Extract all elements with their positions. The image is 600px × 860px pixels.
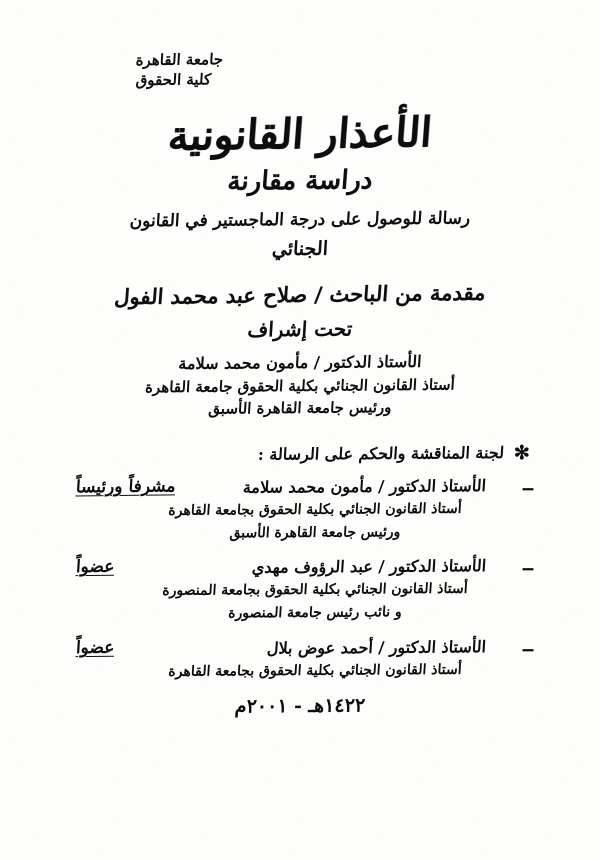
member-name: الأستاذ الدكتور / أحمد عوض بلال [266,636,487,658]
list-bullet-dash: ــ [523,555,533,576]
member-detail: أستاذ القانون الجنائي بكلية الحقوق بجامعة القاهرة [167,500,463,519]
affiliation-block [64,46,536,90]
list-bullet-dash: ــ [523,635,533,656]
supervisor-name: الأستاذ الدكتور / مأمون محمد سلامة [177,351,423,373]
member-role: عضواً [75,637,116,658]
supervisor-detail-2: ورئيس جامعة القاهرة الأسبق [207,398,393,418]
member-role: عضواً [75,556,116,578]
member-detail: أستاذ القانون الجنائي بكلية الحقوق بجامعة القاهرة [167,661,463,680]
committee-heading: لجنة المناقشة والحكم على الرسالة : [257,442,505,464]
member-detail: أستاذ القانون الجنائي بكلية الحقوق بجامعة المنصورة [161,580,469,600]
committee-heading-row [64,441,536,464]
supervision-heading: تحت إشراف [246,316,354,342]
title-block [64,107,536,260]
member-name: الأستاذ الدكتور / مأمون محمد سلامة [242,475,487,497]
supervisor-detail-1: أستاذ القانون الجنائي بكلية الحقوق جامعة القاهرة [144,375,456,396]
member-name: الأستاذ الدكتور / عبد الرؤوف مهدي [251,556,487,577]
member-detail: ورئيس جامعة القاهرة الأسبق [229,524,401,542]
member-role: مشرفاً ورئيساً [75,475,177,498]
list-item [64,635,536,681]
affiliation-university: جامعة القاهرة [135,50,224,70]
list-item [64,474,536,544]
list-bullet-dash: ــ [523,474,533,495]
thesis-statement: رسالة للوصول على درجة الماجستير في القانون [129,208,471,232]
page-title: الأعذار القانونية [166,107,434,160]
thesis-statement-second-line: الجنائي [271,237,329,260]
affiliation-faculty: كلية الحقوق [135,70,212,90]
publication-date: ١٤٢٢هـ - ٢٠٠١م [234,694,366,718]
list-item [64,557,536,624]
member-detail: و نائب رئيس جامعة المنصورة [227,604,403,622]
page-subtitle: دراسة مقارنة [226,164,374,197]
supervisor-block [64,351,536,420]
committee-members-list [64,474,536,681]
author-line: مقدمة من الباحث / صلاح عبد محمد الفول [113,279,487,309]
asterisk-icon: ✻ [513,441,530,464]
